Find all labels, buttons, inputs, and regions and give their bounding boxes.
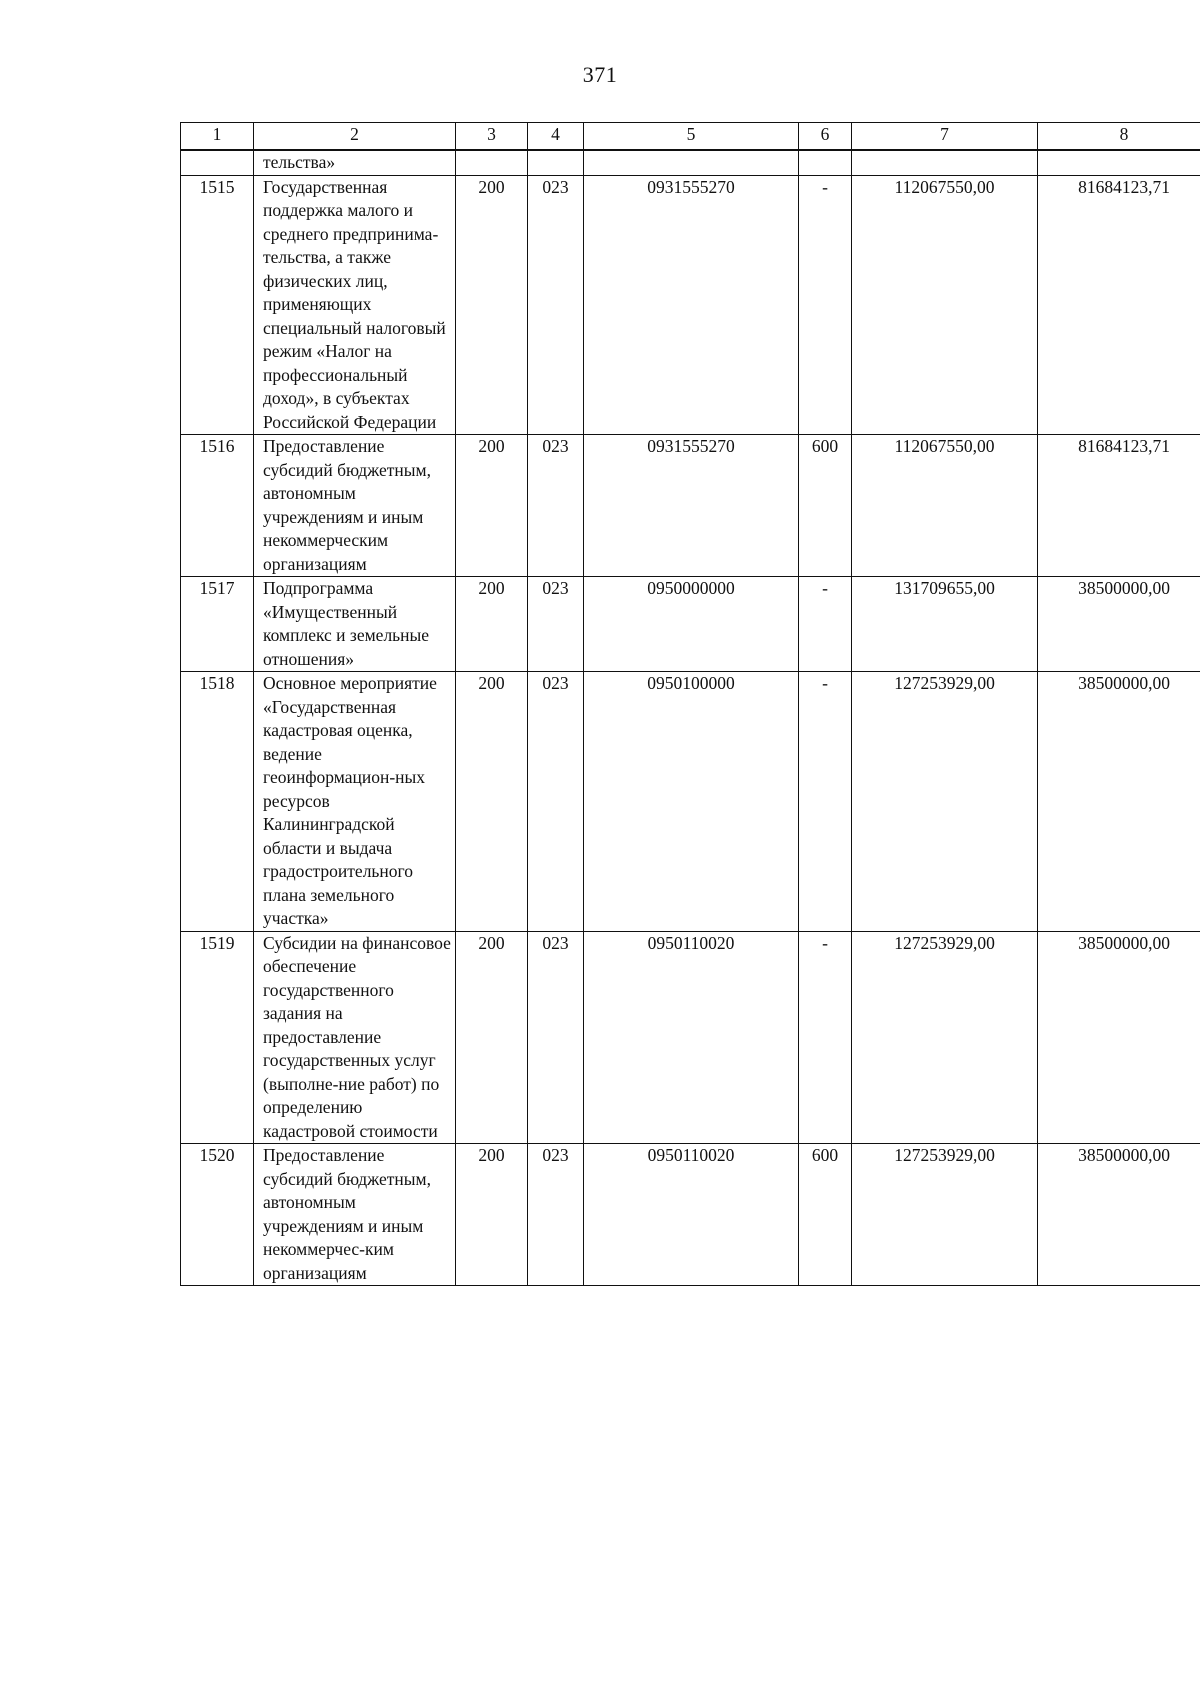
row-col-6: - (799, 672, 852, 932)
row-col-7: 127253929,00 (852, 1144, 1038, 1286)
table-row (181, 672, 1200, 932)
header-col-2: 2 (254, 123, 456, 151)
row-name: Основное мероприятие «Государственная кадастровая оценка, ведение геоинформацион-ных ресурсов Калининградской области и выдача градостроительного плана земельного участка» (254, 672, 456, 932)
row-name: Государственная поддержка малого и среднего предпринима-тельства, а также физических лиц, применяющих специальный налоговый режим «Налог на профессиональный доход», в субъектах Российской Федерации (254, 175, 456, 435)
row-col-8: 81684123,71 (1038, 175, 1200, 435)
row-col-6: - (799, 931, 852, 1144)
row-col-5: 0931555270 (584, 175, 799, 435)
row-number: 1516 (181, 435, 254, 577)
row-col-7: 131709655,00 (852, 577, 1038, 672)
row-col-5: 0950110020 (584, 931, 799, 1144)
row-col-6: 600 (799, 435, 852, 577)
table-row (181, 435, 1200, 577)
row-col-5: 0931555270 (584, 435, 799, 577)
row-name: Предоставление субсидий бюджетным, автономным учреждениям и иным некоммерчес-ким организациям (254, 1144, 456, 1286)
header-col-4: 4 (528, 123, 584, 151)
header-col-5: 5 (584, 123, 799, 151)
row-col-8: 38500000,00 (1038, 577, 1200, 672)
table-row (181, 175, 1200, 435)
page-number: 371 (582, 62, 618, 87)
row-number: 1517 (181, 577, 254, 672)
header-row (181, 123, 1200, 151)
row-number: 1519 (181, 931, 254, 1144)
table-row (181, 577, 1200, 672)
row-col-3: 200 (456, 577, 528, 672)
header-col-6: 6 (799, 123, 852, 151)
row-col-4: 023 (528, 672, 584, 932)
table-row (181, 1144, 1200, 1286)
row-col-4: 023 (528, 1144, 584, 1286)
row-col-6: - (799, 577, 852, 672)
row-col-3: 200 (456, 175, 528, 435)
row-col-4: 023 (528, 577, 584, 672)
row-col-7: 112067550,00 (852, 175, 1038, 435)
row-name: Предоставление субсидий бюджетным, автономным учреждениям и иным некоммерческим организациям (254, 435, 456, 577)
header-col-1: 1 (181, 123, 254, 151)
row-col-4: 023 (528, 175, 584, 435)
row-col-4: 023 (528, 931, 584, 1144)
row-col-8: 38500000,00 (1038, 672, 1200, 932)
row-col-3: 200 (456, 435, 528, 577)
row-col-7: 112067550,00 (852, 435, 1038, 577)
header-col-7: 7 (852, 123, 1038, 151)
row-col-8: 81684123,71 (1038, 435, 1200, 577)
row-col-5: 0950110020 (584, 1144, 799, 1286)
header-col-3: 3 (456, 123, 528, 151)
header-col-8: 8 (1038, 123, 1200, 151)
budget-table (180, 122, 1200, 1286)
row-col-6: - (799, 175, 852, 435)
continuation-row (181, 150, 1200, 175)
row-col-3: 200 (456, 931, 528, 1144)
row-name: Подпрограмма «Имущественный комплекс и земельные отношения» (254, 577, 456, 672)
row-col-5: 0950100000 (584, 672, 799, 932)
row-name: Субсидии на финансовое обеспечение государственного задания на предоставление государственных услуг (выполне-ние работ) по определению кадастровой стоимости (254, 931, 456, 1144)
row-col-7: 127253929,00 (852, 931, 1038, 1144)
row-number: 1518 (181, 672, 254, 932)
row-col-4: 023 (528, 435, 584, 577)
row-number: 1515 (181, 175, 254, 435)
row-col-3: 200 (456, 672, 528, 932)
continued-text: тельства» (254, 150, 456, 175)
row-col-6: 600 (799, 1144, 852, 1286)
row-number: 1520 (181, 1144, 254, 1286)
row-col-5: 0950000000 (584, 577, 799, 672)
row-col-8: 38500000,00 (1038, 1144, 1200, 1286)
row-col-7: 127253929,00 (852, 672, 1038, 932)
row-col-3: 200 (456, 1144, 528, 1286)
row-col-8: 38500000,00 (1038, 931, 1200, 1144)
table-row (181, 931, 1200, 1144)
